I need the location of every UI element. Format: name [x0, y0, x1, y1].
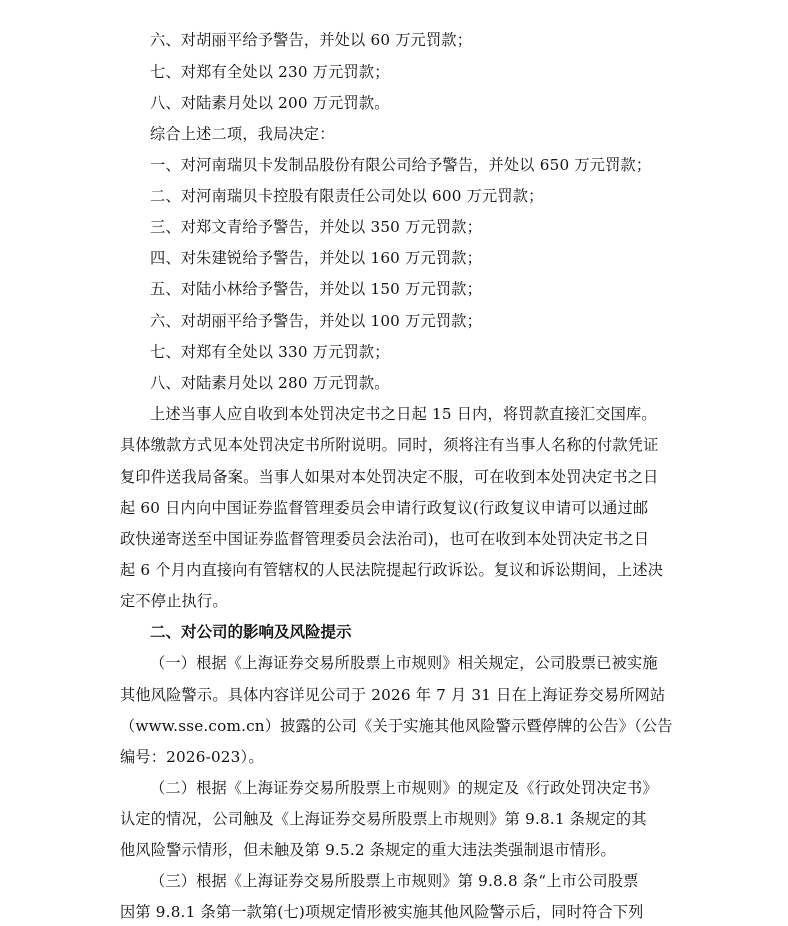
penalty-item: 七、对郑有全处以 230 万元罚款；: [150, 63, 390, 81]
decision-item: 六、对胡丽平给予警告，并处以 100 万元罚款；: [150, 312, 483, 330]
decision-item: 二、对河南瑞贝卡控股有限责任公司处以 600 万元罚款；: [150, 187, 544, 205]
penalty-item: 六、对胡丽平给予警告，并处以 60 万元罚款；: [150, 31, 473, 49]
section-heading: 二、对公司的影响及风险提示: [150, 622, 352, 641]
paragraph-line: 起 6 个月内直接向有管辖权的人民法院提起行政诉讼。复议和诉讼期间，上述决: [120, 561, 664, 579]
decision-item: 三、对郑文青给予警告，并处以 350 万元罚款；: [150, 218, 483, 236]
paragraph-line: 其他风险警示。具体内容详见公司于 2026 年 7 月 31 日在上海证券交易所网站: [120, 686, 666, 704]
decision-item: 五、对陆小林给予警告，并处以 150 万元罚款；: [150, 280, 483, 298]
paragraph-line: （三）根据《上海证券交易所股票上市规则》第 9.8.8 条“上市公司股票: [150, 872, 639, 890]
paragraph-line: 定不停止执行。: [120, 592, 228, 610]
decision-item: 一、对河南瑞贝卡发制品股份有限公司给予警告，并处以 650 万元罚款；: [150, 156, 652, 174]
paragraph-line: 他风险警示情形，但未触及第 9.5.2 条规定的重大违法类强制退市情形。: [120, 841, 616, 859]
summary-intro: 综合上述二项，我局决定：: [150, 125, 335, 143]
decision-item: 七、对郑有全处以 330 万元罚款；: [150, 343, 390, 361]
paragraph-line: 编号：2026-023）。: [120, 748, 264, 766]
decision-item: 八、对陆素月处以 280 万元罚款。: [150, 374, 390, 392]
paragraph-line: 上述当事人应自收到本处罚决定书之日起 15 日内，将罚款直接汇交国库。: [150, 405, 657, 423]
paragraph-line: （一）根据《上海证券交易所股票上市规则》相关规定，公司股票已被实施: [150, 654, 658, 672]
paragraph-line: 起 60 日内向中国证券监督管理委员会申请行政复议(行政复议申请可以通过邮: [120, 499, 649, 517]
paragraph-line: 认定的情况，公司触及《上海证券交易所股票上市规则》第 9.8.1 条规定的其: [120, 810, 647, 828]
paragraph-line: 具体缴款方式见本处罚决定书所附说明。同时，须将注有当事人名称的付款凭证: [120, 436, 659, 454]
paragraph-line: （www.sse.com.cn）披露的公司《关于实施其他风险警示暨停牌的公告》（公告: [120, 717, 673, 735]
penalty-item: 八、对陆素月处以 200 万元罚款。: [150, 94, 390, 112]
decision-item: 四、对朱建锐给予警告，并处以 160 万元罚款；: [150, 249, 483, 267]
paragraph-line: （二）根据《上海证券交易所股票上市规则》的规定及《行政处罚决定书》: [150, 779, 658, 797]
paragraph-line: 因第 9.8.1 条第一款第(七)项规定情形被实施其他风险警示后，同时符合下列: [120, 903, 644, 921]
paragraph-line: 复印件送我局备案。当事人如果对本处罚决定不服，可在收到本处罚决定书之日: [120, 468, 659, 486]
paragraph-line: 政快递寄送至中国证券监督管理委员会法治司)，也可在收到本处罚决定书之日: [120, 530, 650, 548]
